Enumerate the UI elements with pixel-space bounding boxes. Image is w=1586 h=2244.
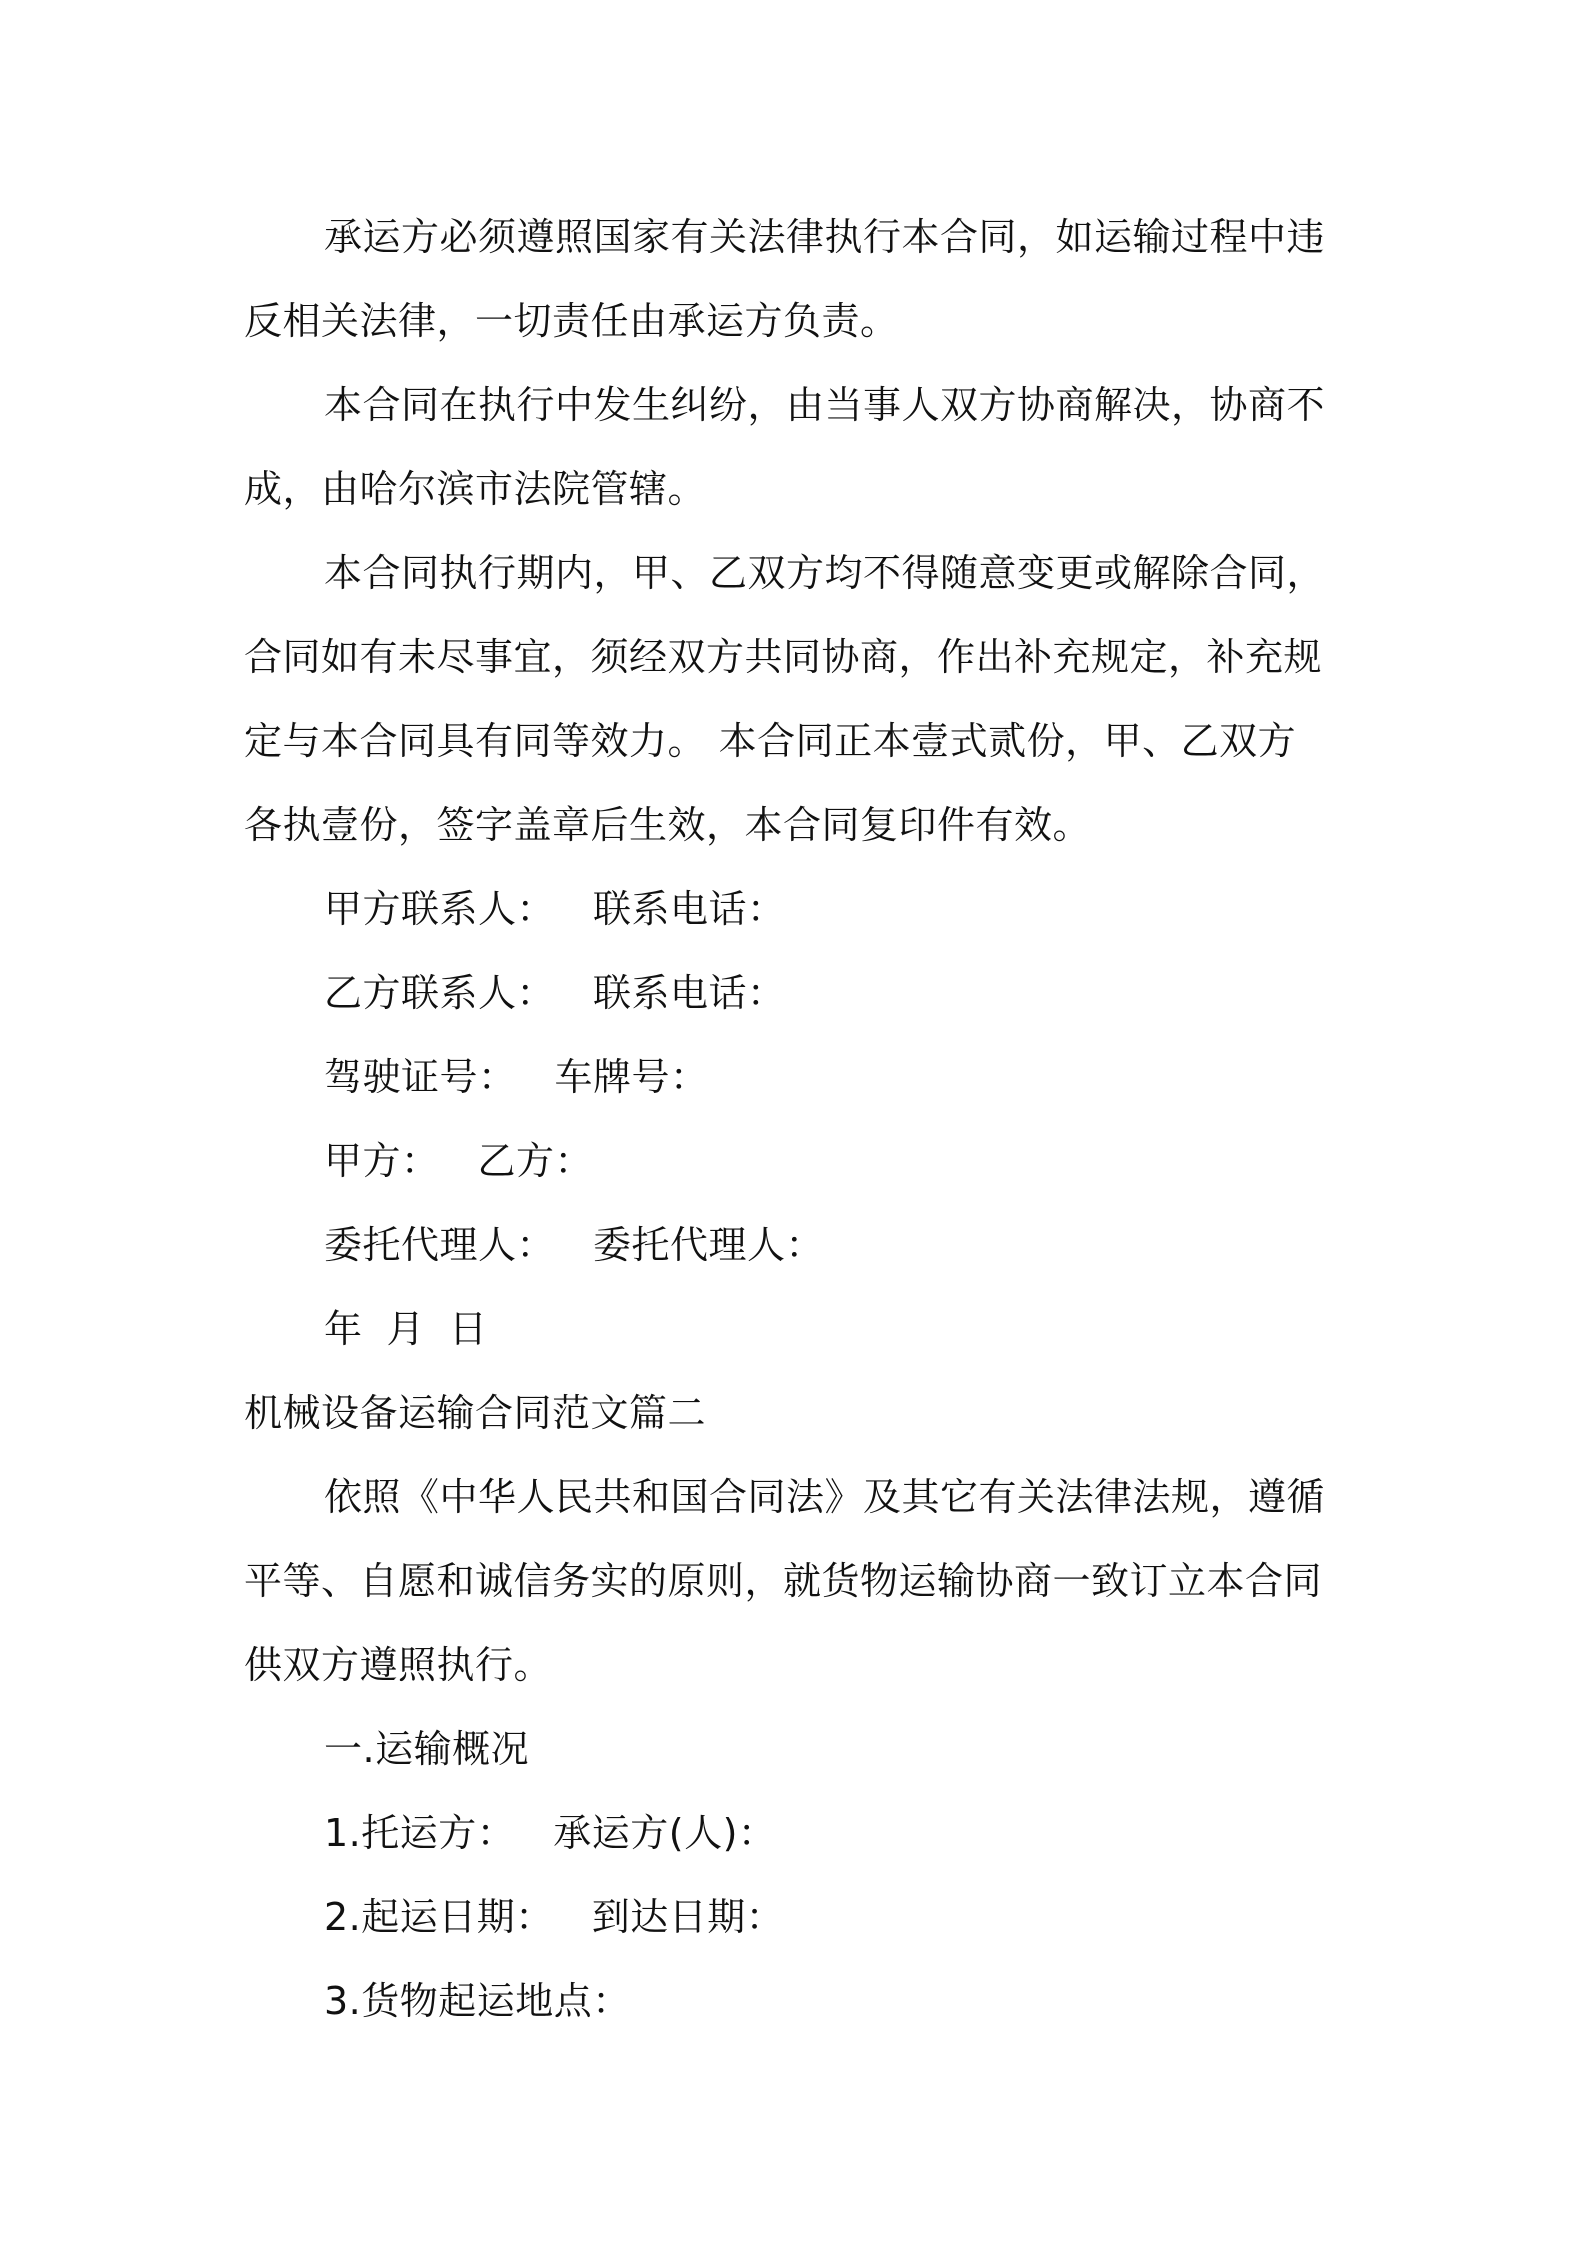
party-b-contact-label: 乙方联系人： [324, 971, 556, 1015]
paragraph-line: 成，由哈尔滨市法院管辖。 [244, 467, 707, 511]
paragraph-line: 本合同在执行中发生纠纷，由当事人双方协商解决，协商不 [324, 383, 1326, 427]
party-a-phone-label: 联系电话： [593, 887, 786, 931]
date-row [244, 1287, 1356, 1371]
agent-a-label: 委托代理人： [324, 1223, 556, 1267]
paragraph-line: 本合同执行期内，甲、乙双方均不得随意变更或解除合同， [324, 551, 1326, 595]
paragraph-line: 依照《中华人民共和国合同法》及其它有关法律法规，遵循 [324, 1475, 1326, 1519]
year-label: 年 [324, 1307, 363, 1351]
party-a-label: 甲方： [324, 1139, 440, 1183]
vehicle-row [244, 1035, 1356, 1119]
license-no-label: 驾驶证号： [324, 1055, 517, 1099]
shipper-label: 1.托运方： [324, 1811, 516, 1855]
month-label: 月 [386, 1307, 426, 1351]
paragraph-line: 供双方遵照执行。 [244, 1643, 553, 1687]
paragraph-line: 各执壹份，签字盖章后生效，本合同复印件有效。 [244, 803, 1092, 847]
party-a-contact-label: 甲方联系人： [324, 887, 556, 931]
carrier-label: 承运方(人)： [553, 1811, 777, 1855]
party-row [244, 1119, 1356, 1203]
paragraph-line: 合同如有未尽事宜，须经双方共同协商，作出补充规定，补充规 [244, 635, 1323, 679]
paragraph-line: 定与本合同具有同等效力。 本合同正本壹式贰份，甲、乙双方 [244, 719, 1297, 763]
document-body [244, 195, 1356, 2043]
contact-row-party-b [244, 951, 1356, 1035]
plate-no-label: 车牌号： [554, 1055, 709, 1099]
section-title: 机械设备运输合同范文篇二 [244, 1391, 707, 1435]
arrival-date-label: 到达日期： [591, 1895, 785, 1939]
list-item [244, 1875, 1356, 1959]
paragraph-line: 承运方必须遵照国家有关法律执行本合同，如运输过程中违 [324, 215, 1326, 259]
section-heading: 一.运输概况 [324, 1727, 530, 1771]
agent-b-label: 委托代理人： [593, 1223, 825, 1267]
day-label: 日 [449, 1307, 488, 1351]
paragraph-line: 反相关法律，一切责任由承运方负责。 [244, 299, 899, 343]
list-item: 3.货物起运地点： [324, 1979, 631, 2023]
party-b-label: 乙方： [477, 1139, 594, 1183]
contact-row-party-a [244, 867, 1356, 951]
list-item [244, 1791, 1356, 1875]
agent-row [244, 1203, 1356, 1287]
departure-date-label: 2.起运日期： [324, 1895, 554, 1939]
party-b-phone-label: 联系电话： [593, 971, 786, 1015]
paragraph-line: 平等、自愿和诚信务实的原则，就货物运输协商一致订立本合同 [244, 1559, 1323, 1603]
